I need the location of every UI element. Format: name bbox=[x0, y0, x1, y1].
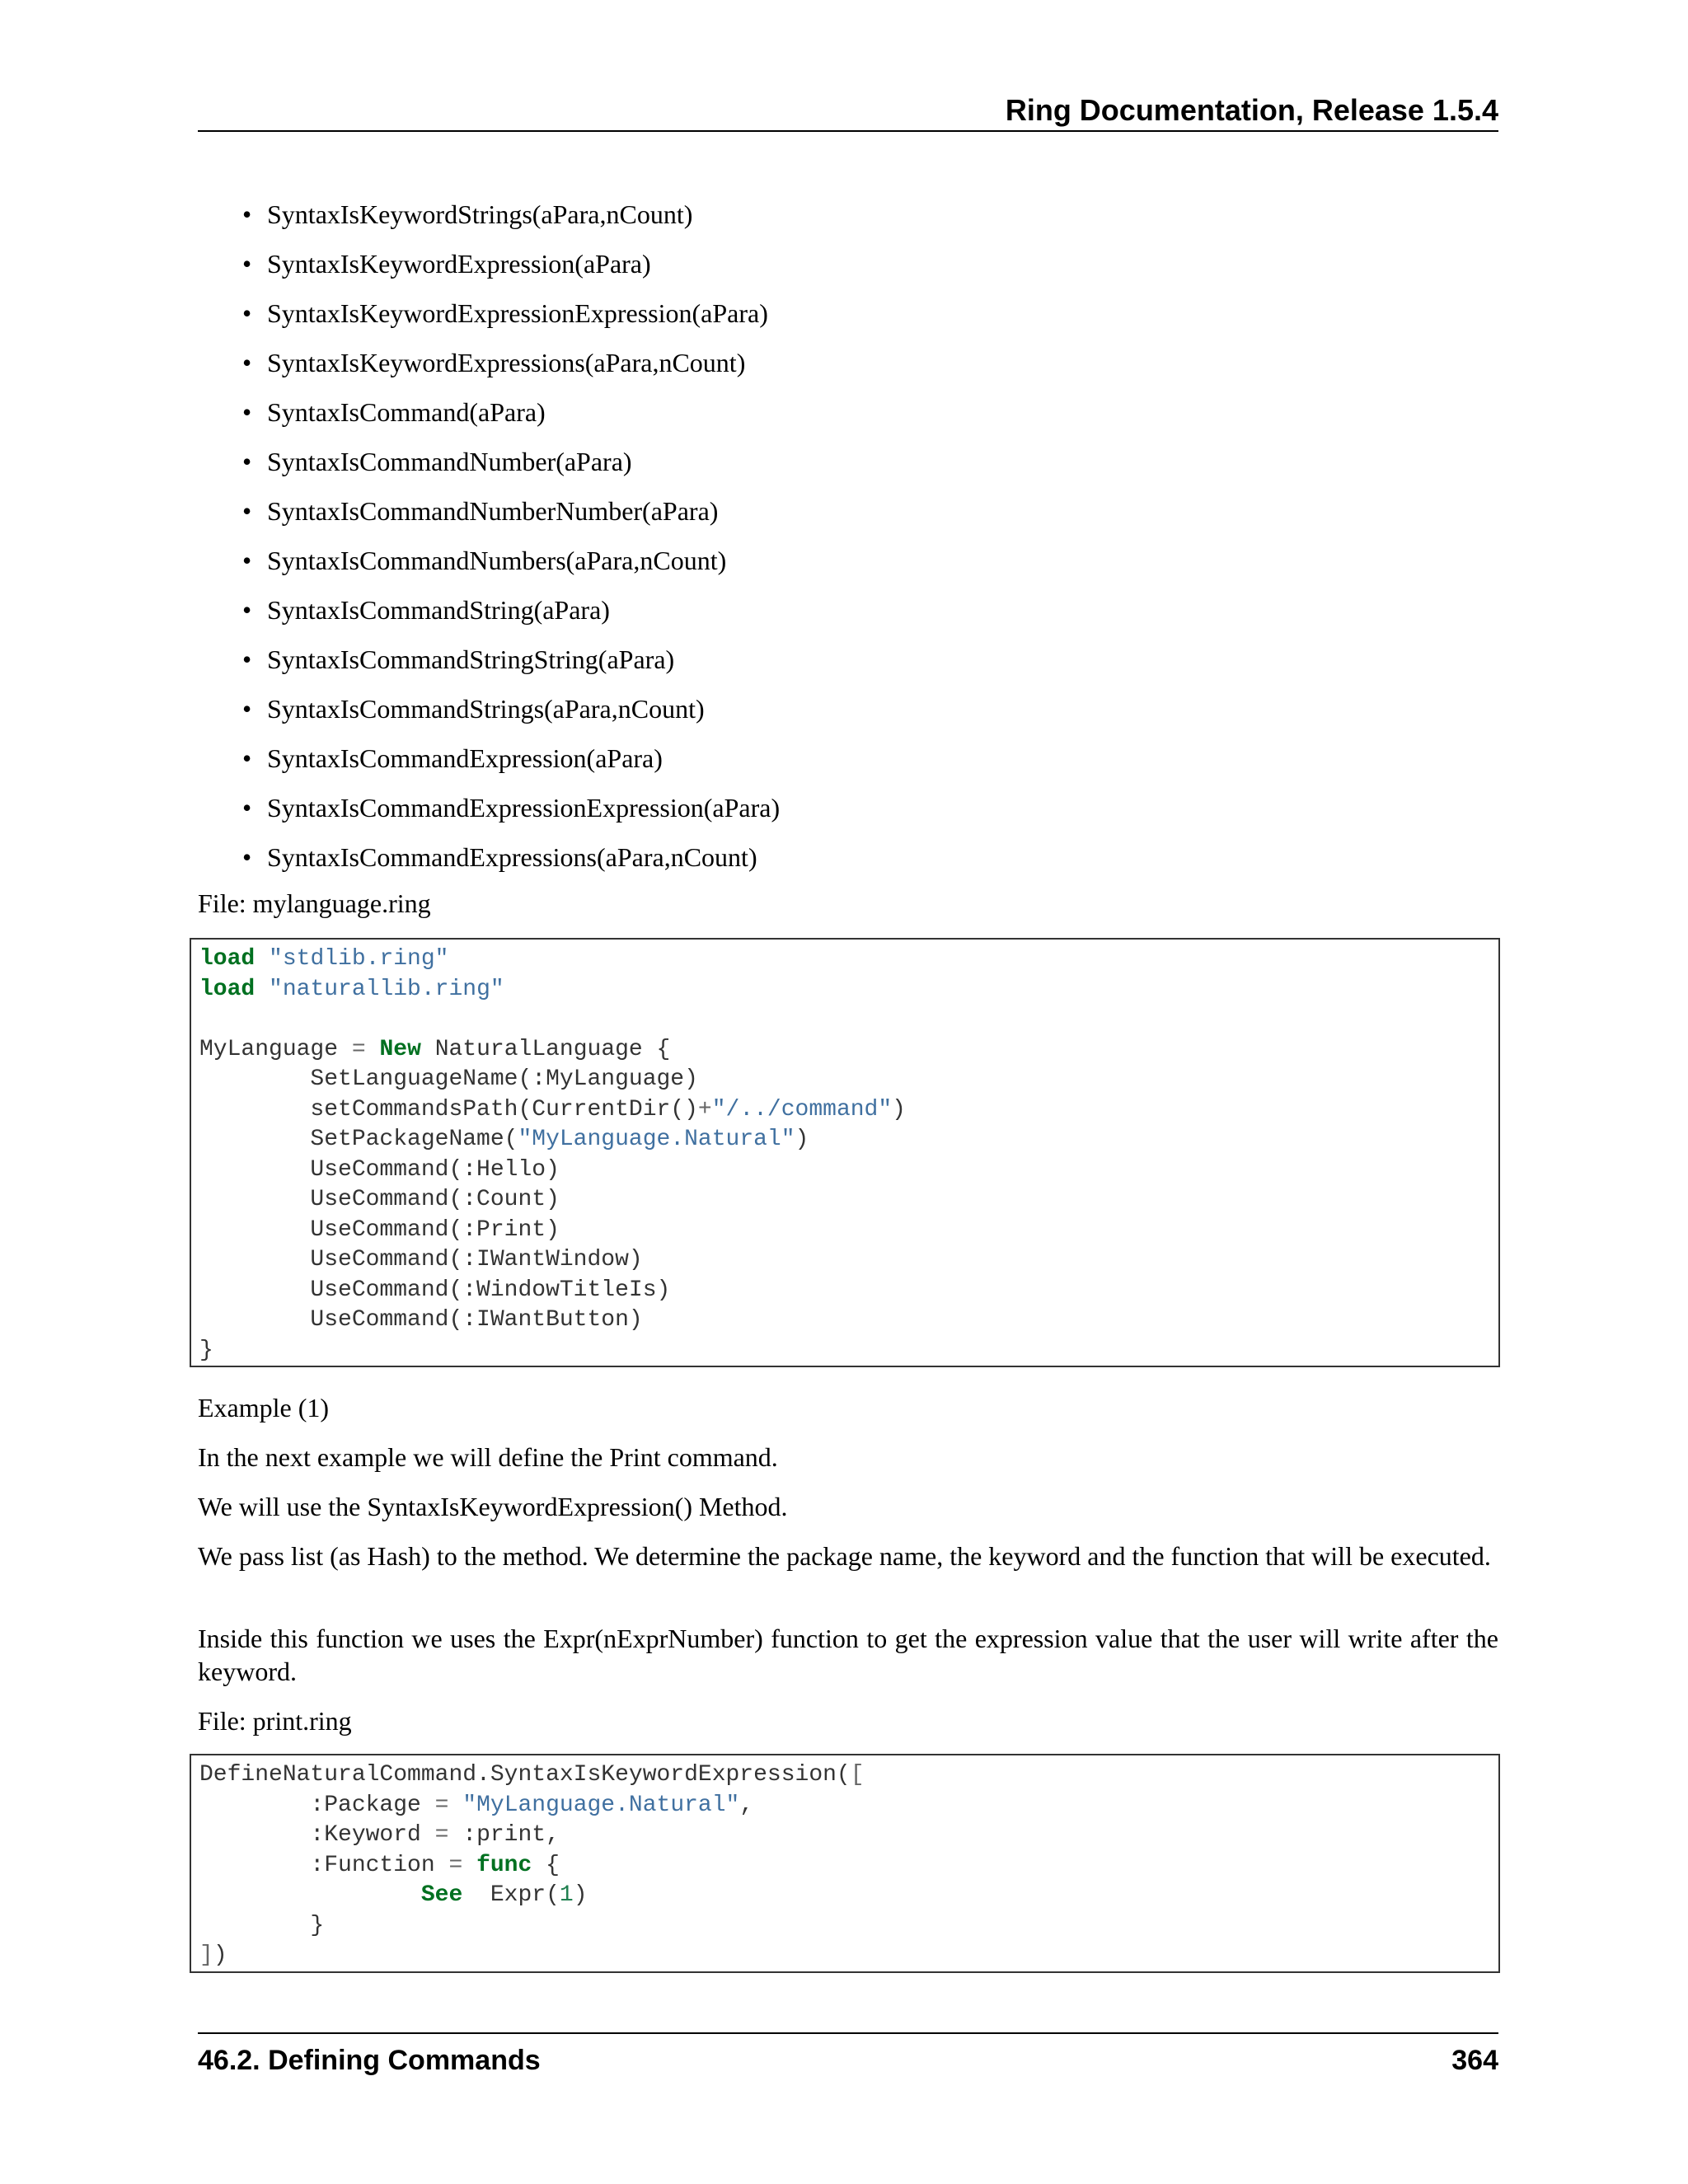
paragraph-expr: Inside this function we uses the Expr(nExprNumber) function to get the expression value that the user will write after the keyword. bbox=[198, 1624, 1498, 1686]
bullet-icon: • bbox=[242, 842, 252, 872]
code-line: See Expr(1) bbox=[420, 1882, 588, 1908]
paragraph-pass-list: We pass list (as Hash) to the method. We determine the package name, the keyword and the function that will be executed. bbox=[198, 1541, 1491, 1571]
code-line: UseCommand(:IWantButton) bbox=[199, 1307, 643, 1333]
page-footer bbox=[198, 2032, 1498, 2079]
list-item: • SyntaxIsCommandExpressions(aPara,nCount) bbox=[242, 842, 757, 872]
list-item: • SyntaxIsCommandString(aPara) bbox=[242, 595, 610, 625]
bullet-icon: • bbox=[242, 694, 252, 724]
code-line: setCommandsPath(CurrentDir()+"/../command") bbox=[199, 1096, 906, 1122]
list-item: • SyntaxIsCommandStringString(aPara) bbox=[242, 644, 675, 674]
file-label-mylanguage: File: mylanguage.ring bbox=[198, 888, 431, 918]
list-item: • SyntaxIsKeywordExpressionExpression(aPara) bbox=[242, 298, 768, 328]
example-heading: Example (1) bbox=[198, 1393, 330, 1422]
code-line: ]) bbox=[199, 1943, 227, 1968]
code-line: } bbox=[199, 1337, 213, 1363]
code-block-print bbox=[190, 1754, 1500, 1973]
running-header bbox=[198, 91, 1498, 132]
page-number: 364 bbox=[1451, 2045, 1498, 2076]
code-line: DefineNaturalCommand.SyntaxIsKeywordExpression([ bbox=[199, 1762, 865, 1788]
code-line: UseCommand(:Hello) bbox=[199, 1156, 560, 1183]
section-title: 46.2. Defining Commands bbox=[198, 2045, 541, 2076]
code-line: load "stdlib.ring" bbox=[199, 946, 449, 972]
code-line: load "naturallib.ring" bbox=[199, 976, 504, 1002]
code-line: MyLanguage = New NaturalLanguage { bbox=[199, 1036, 671, 1062]
list-item: • SyntaxIsCommandNumber(aPara) bbox=[242, 447, 632, 476]
list-item: • SyntaxIsCommandStrings(aPara,nCount) bbox=[242, 694, 705, 724]
bullet-icon: • bbox=[242, 447, 252, 476]
paragraph-method: We will use the SyntaxIsKeywordExpression() Method. bbox=[198, 1492, 788, 1521]
bullet-icon: • bbox=[242, 496, 252, 526]
code-line bbox=[199, 1005, 1498, 1035]
bullet-icon: • bbox=[242, 793, 252, 823]
code-line: UseCommand(:WindowTitleIs) bbox=[199, 1277, 671, 1303]
list-item: • SyntaxIsCommandNumbers(aPara,nCount) bbox=[242, 546, 727, 575]
code-line: :Package = "MyLanguage.Natural", bbox=[199, 1792, 754, 1818]
bullet-icon: • bbox=[242, 546, 252, 575]
code-line: SetLanguageName(:MyLanguage) bbox=[199, 1066, 698, 1092]
list-item: • SyntaxIsCommand(aPara) bbox=[242, 397, 546, 427]
code-line: :Keyword = :print, bbox=[199, 1822, 560, 1848]
list-item: • SyntaxIsKeywordStrings(aPara,nCount) bbox=[242, 199, 693, 229]
syntax-method-list bbox=[206, 198, 1442, 890]
list-item: • SyntaxIsKeywordExpressions(aPara,nCount) bbox=[242, 348, 746, 377]
list-item: • SyntaxIsCommandNumberNumber(aPara) bbox=[242, 496, 719, 526]
document-title: Ring Documentation, Release 1.5.4 bbox=[1005, 93, 1498, 127]
code-line: UseCommand(:Count) bbox=[199, 1187, 560, 1212]
bullet-icon: • bbox=[242, 199, 252, 229]
code-line: :Function = func { bbox=[199, 1852, 560, 1878]
bullet-icon: • bbox=[242, 249, 252, 279]
code-block-mylanguage bbox=[190, 938, 1500, 1367]
bullet-icon: • bbox=[242, 298, 252, 328]
bullet-icon: • bbox=[242, 348, 252, 377]
bullet-icon: • bbox=[242, 644, 252, 674]
list-item: • SyntaxIsKeywordExpression(aPara) bbox=[242, 249, 651, 279]
list-item: • SyntaxIsCommandExpressionExpression(aPara) bbox=[242, 793, 781, 823]
list-item: • SyntaxIsCommandExpression(aPara) bbox=[242, 743, 663, 773]
bullet-icon: • bbox=[242, 397, 252, 427]
code-line: UseCommand(:IWantWindow) bbox=[199, 1247, 643, 1272]
bullet-icon: • bbox=[242, 743, 252, 773]
code-line: UseCommand(:Print) bbox=[199, 1216, 560, 1243]
bullet-icon: • bbox=[242, 595, 252, 625]
code-line: SetPackageName("MyLanguage.Natural") bbox=[199, 1127, 809, 1152]
code-line: } bbox=[199, 1912, 325, 1938]
paragraph-intro: In the next example we will define the Print command. bbox=[198, 1442, 778, 1472]
file-label-print: File: print.ring bbox=[198, 1706, 352, 1736]
